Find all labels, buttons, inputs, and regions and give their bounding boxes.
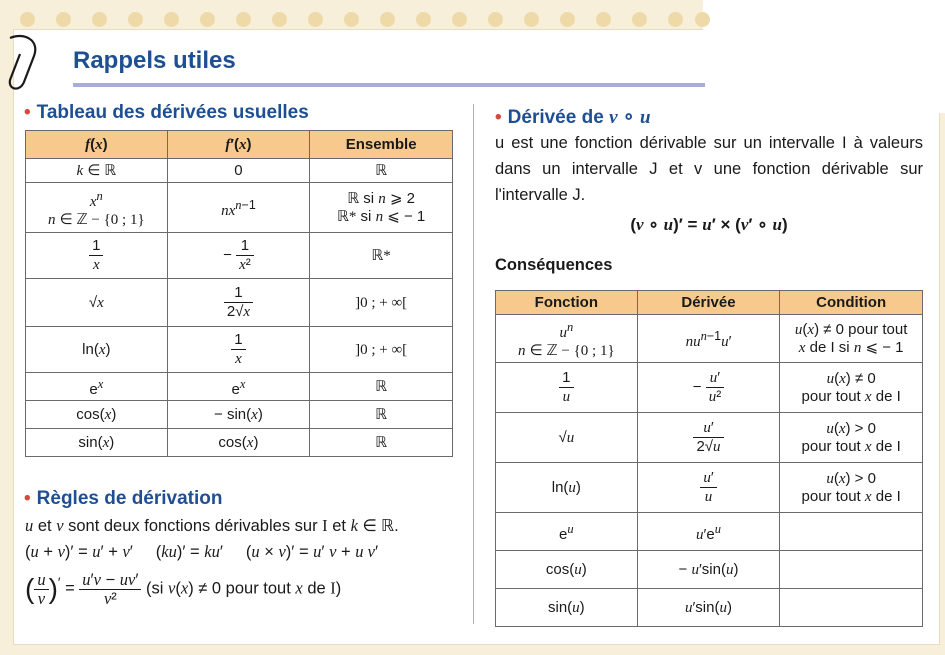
col-header-derivative: Dérivée [637,291,780,315]
cell-derivative: $nx^{n-1}$ [167,183,310,233]
table-header-row [496,291,923,315]
cell-derivative: $\frac{1}{2√x}$ [167,279,310,327]
table-row [496,551,923,589]
page-title: Rappels utiles [73,47,236,74]
derivatives-heading: • Tableau des dérivées usuelles [24,102,309,123]
cell-domain: ℝ* [310,233,453,279]
binder-ring [272,12,287,27]
cell-domain: ]0 ; + ∞[ [310,279,453,327]
binder-ring [488,12,503,27]
cell-derivative: $nu^{n-1}u'$ [637,315,780,363]
cell-function: $\frac{1}{u}$ [496,363,638,413]
cell-domain: ℝ [310,373,453,401]
cell-function: $x^n$ n ∈ ℤ − {0 ; 1} [26,183,168,233]
rules-formulas: (u + v)′ = u′ + v′ (ku)′ = ku′ (u × v)′ = u′ v + u v′ [25,542,379,561]
cell-derivative: − $\frac{1}{\text{x²}}$ [167,233,310,279]
binder-rings [20,12,710,30]
cell-function: $e^u$ [496,513,638,551]
cell-condition: u(x) > 0 pour tout x de I [780,413,923,463]
binder-ring [452,12,467,27]
binder-ring [632,12,647,27]
composition-formula: (v ∘ u)′ = u′ × (v′ ∘ u) [630,215,788,234]
table-row [26,401,453,429]
binder-ring [560,12,575,27]
cell-domain: ℝ [310,429,453,457]
cell-function: √u [496,413,638,463]
title-underline [73,83,705,87]
cell-domain: ℝ si n ⩾ 2 ℝ* si n ⩽ − 1 [310,183,453,233]
cell-function: sin(u) [496,589,638,627]
cell-condition: u(x) ≠ 0 pour tout x de I [780,363,923,413]
col-header-condition: Condition [780,291,923,315]
binder-ring [56,12,71,27]
table-row [26,429,453,457]
binder-ring [380,12,395,27]
table-header-row [26,131,453,159]
cell-derivative: $u'e^u$ [637,513,780,551]
cell-derivative: $e^x$ [167,373,310,401]
cell-derivative: $\frac{u'}{u}$ [637,463,780,513]
cell-derivative: $\frac{u'}{2√u}$ [637,413,780,463]
cell-domain: ℝ [310,159,453,183]
binder-ring [20,12,35,27]
cell-condition: u(x) > 0 pour tout x de I [780,463,923,513]
cell-function: cos(x) [26,401,168,429]
corner-blank [703,0,945,113]
table-row [26,159,453,183]
column-divider [473,104,474,624]
binder-ring [164,12,179,27]
composition-heading: • Dérivée de v ∘ u [495,107,651,128]
derivatives-table [25,130,453,457]
cell-function: ln(u) [496,463,638,513]
rules-intro: u et v sont deux fonctions dérivables sur I et k ∈ ℝ. [25,516,399,535]
table-row [496,463,923,513]
cell-function: k ∈ ℝ [26,159,168,183]
binder-ring [128,12,143,27]
cell-derivative: − sin(x) [167,401,310,429]
table-row [26,373,453,401]
binder-ring [308,12,323,27]
binder-ring [200,12,215,27]
cell-function: ln(x) [26,327,168,373]
cell-domain: ℝ [310,401,453,429]
rules-quotient: ( $\frac{u}{v}$ )′ = $\frac{u'v - uv'}{\text{v²}}$ (si v(x) ≠ 0 pour tout x de I) [25,569,342,608]
paper-clip-icon [0,30,42,100]
binder-ring [695,12,710,27]
col-header-fx: f(x) [26,131,168,159]
binder-ring [344,12,359,27]
rules-heading: • Règles de dérivation [24,488,223,509]
consequences-table [495,290,923,627]
binder-ring [416,12,431,27]
cell-function: cos(u) [496,551,638,589]
cell-condition [780,551,923,589]
table-row [496,315,923,363]
binder-ring [596,12,611,27]
cell-function: sin(x) [26,429,168,457]
cell-derivative: − u′sin(u) [637,551,780,589]
cell-condition: u(x) ≠ 0 pour tout x de I si n ⩽ − 1 [780,315,923,363]
cell-derivative: 0 [167,159,310,183]
binder-ring [668,12,683,27]
table-row [26,327,453,373]
cell-condition [780,513,923,551]
cell-condition [780,589,923,627]
cell-derivative: cos(x) [167,429,310,457]
cell-function: $\frac{1}{x}$ [26,233,168,279]
consequences-heading: Conséquences [495,256,613,274]
col-header-fprime: f′(x) [167,131,310,159]
binder-ring [524,12,539,27]
cell-function: √x [26,279,168,327]
cell-derivative: $\frac{1}{x}$ [167,327,310,373]
composition-text: u est une fonction dérivable sur un intervalle I à valeurs dans un intervalle J et v une fonction dérivable sur l'intervalle J. [495,134,923,204]
col-header-ensemble: Ensemble [310,131,453,159]
table-row [26,279,453,327]
table-row [496,589,923,627]
cell-function: $e^x$ [26,373,168,401]
table-row [496,413,923,463]
table-row [496,513,923,551]
binder-ring [92,12,107,27]
cell-derivative: u′sin(u) [637,589,780,627]
table-row [26,233,453,279]
col-header-function: Fonction [496,291,638,315]
table-row [26,183,453,233]
cell-function: $u^n$ n ∈ ℤ − {0 ; 1} [496,315,638,363]
cell-derivative: − $\frac{u'}{\text{u²}}$ [637,363,780,413]
cell-domain: ]0 ; + ∞[ [310,327,453,373]
table-row [496,363,923,413]
binder-ring [236,12,251,27]
